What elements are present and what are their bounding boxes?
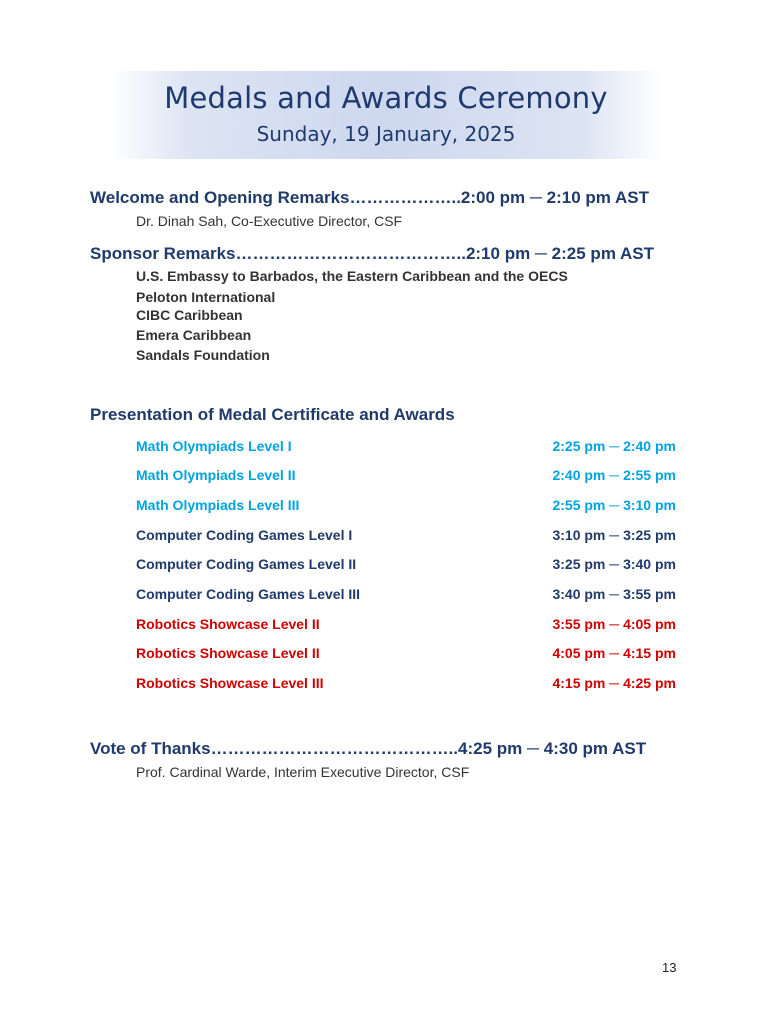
schedule-time: 4:05 pm ─ 4:15 pm — [552, 645, 676, 661]
presentation-heading: Presentation of Medal Certificate and Awards — [90, 405, 455, 424]
thanks-line: Vote of Thanks……………………………………..4:25 pm ─ 4:30 pm AST — [90, 739, 647, 758]
schedule-label: Computer Coding Games Level III — [136, 586, 361, 602]
sponsor-item: Peloton International — [136, 289, 276, 305]
schedule-label: Computer Coding Games Level II — [136, 556, 357, 572]
schedule-time: 3:40 pm ─ 3:55 pm — [552, 586, 676, 602]
welcome-line: Welcome and Opening Remarks………………..2:00 pm ─ 2:10 pm AST — [90, 188, 650, 207]
schedule-row — [136, 616, 676, 636]
schedule-row — [136, 675, 676, 695]
schedule-row — [136, 527, 676, 547]
schedule-label: Robotics Showcase Level II — [136, 616, 320, 632]
event-date: Sunday, 19 January, 2025 — [256, 122, 516, 146]
page-number: 13 — [662, 960, 677, 975]
thanks-speaker: Prof. Cardinal Warde, Interim Executive Director, CSF — [136, 764, 470, 780]
page-title: Medals and Awards Ceremony — [164, 81, 608, 115]
sponsor-item: Emera Caribbean — [136, 327, 252, 343]
schedule-row — [136, 438, 676, 458]
sponsor-item: U.S. Embassy to Barbados, the Eastern Caribbean and the OECS — [136, 268, 568, 284]
schedule-time: 2:40 pm ─ 2:55 pm — [552, 467, 676, 483]
sponsor-item: Sandals Foundation — [136, 347, 270, 363]
sponsor-line: Sponsor Remarks…………………………………..2:10 pm ─ 2:25 pm AST — [90, 244, 655, 263]
schedule-row — [136, 645, 676, 665]
schedule-row — [136, 497, 676, 517]
schedule-time: 3:55 pm ─ 4:05 pm — [552, 616, 676, 632]
schedule-label: Math Olympiads Level II — [136, 467, 296, 483]
schedule-row — [136, 586, 676, 606]
schedule-label: Computer Coding Games Level I — [136, 527, 353, 543]
schedule-time: 3:25 pm ─ 3:40 pm — [552, 556, 676, 572]
schedule-label: Math Olympiads Level III — [136, 497, 300, 513]
schedule-time: 4:15 pm ─ 4:25 pm — [552, 675, 676, 691]
schedule-time: 3:10 pm ─ 3:25 pm — [552, 527, 676, 543]
schedule-label: Robotics Showcase Level III — [136, 675, 324, 691]
schedule-label: Math Olympiads Level I — [136, 438, 292, 454]
sponsor-item: CIBC Caribbean — [136, 307, 243, 323]
title-banner — [110, 71, 662, 159]
schedule-row — [136, 467, 676, 487]
welcome-speaker: Dr. Dinah Sah, Co-Executive Director, CSF — [136, 213, 403, 229]
schedule-time: 2:55 pm ─ 3:10 pm — [552, 497, 676, 513]
schedule-time: 2:25 pm ─ 2:40 pm — [552, 438, 676, 454]
schedule-label: Robotics Showcase Level II — [136, 645, 320, 661]
schedule-row — [136, 556, 676, 576]
